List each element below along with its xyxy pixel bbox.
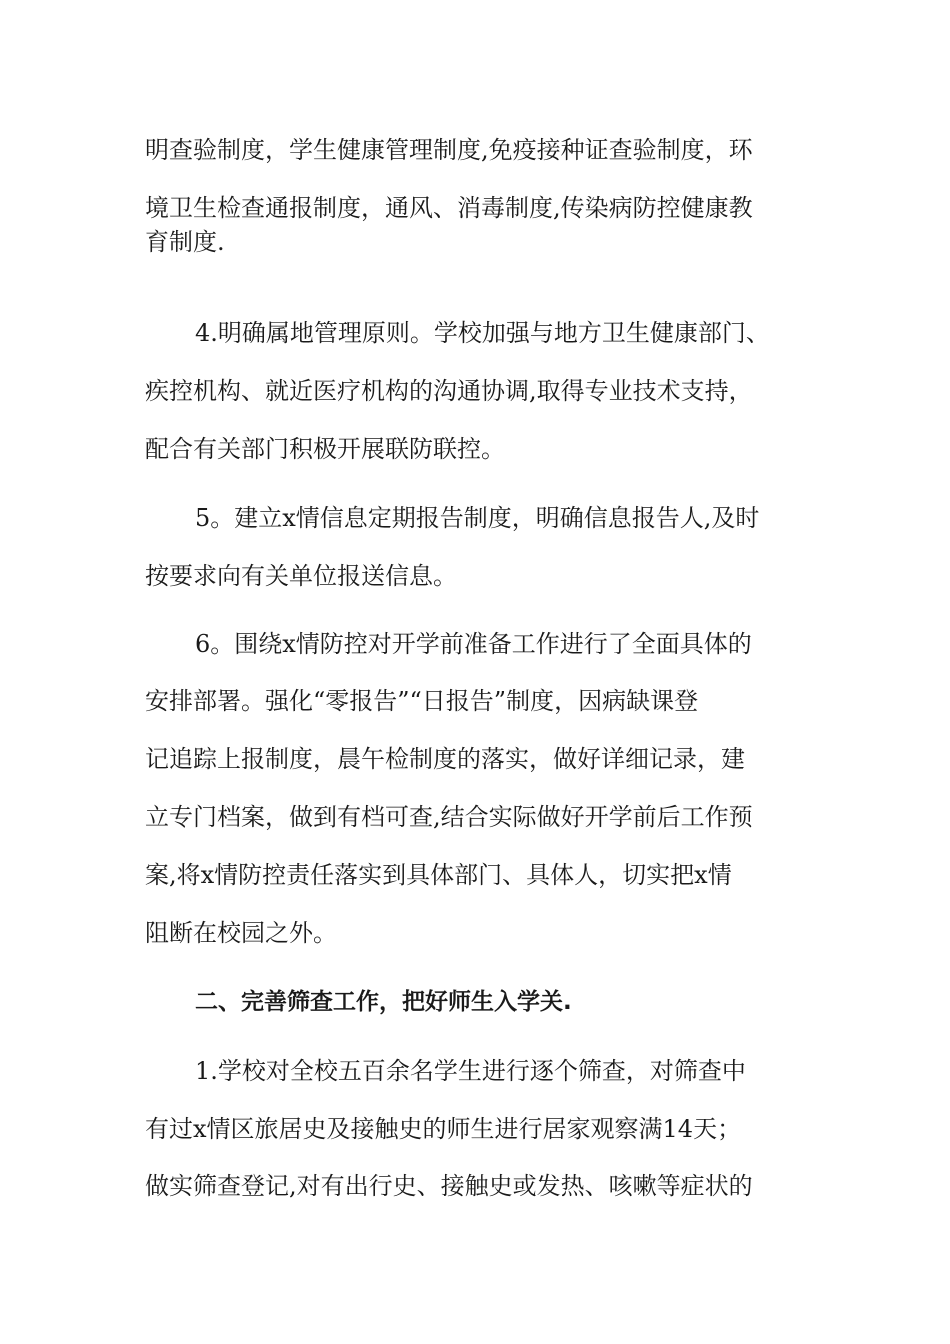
paragraph-5-line <box>0 498 950 538</box>
section-heading <box>0 982 950 1022</box>
heading-text: 二、完善筛查工作，把好师生入学关. <box>195 989 572 1015</box>
text-span: 做实筛查登记,对有出行史、接触史或发热、咳嗽等症状的 <box>145 1172 753 1200</box>
paragraph-4-line <box>0 429 950 469</box>
text-span: 记追踪上报制度，晨午检制度的落实，做好详细记录，建 <box>145 745 745 773</box>
paragraph-4-line <box>0 371 950 411</box>
paragraph-6-line <box>0 681 950 721</box>
text-span: 阻断在校园之外。 <box>145 919 337 947</box>
text-span: 配合有关部门积极开展联防联控。 <box>145 435 505 463</box>
text-span: 育制度. <box>145 228 225 256</box>
text-span: 5。建立x情信息定期报告制度，明确信息报告人,及时 <box>195 504 760 532</box>
text-span: 6。围绕x情防控对开学前准备工作进行了全面具体的 <box>195 630 752 658</box>
paragraph-4-line <box>0 313 950 353</box>
text-span: 案,将x情防控责任落实到具体部门、具体人，切实把x情 <box>145 861 732 889</box>
paragraph-6-line <box>0 739 950 779</box>
section-1-line <box>0 1166 950 1206</box>
text-span: 1.学校对全校五百余名学生进行逐个筛查，对筛查中 <box>195 1057 746 1085</box>
paragraph-6-line <box>0 855 950 895</box>
paragraph-6-line <box>0 624 950 664</box>
body-text-line <box>0 222 950 262</box>
text-span: 有过x情区旅居史及接触史的师生进行居家观察满14天； <box>145 1115 742 1143</box>
paragraph-6-line <box>0 797 950 837</box>
text-span: 安排部署。强化“零报告”“日报告”制度，因病缺课登 <box>145 687 699 715</box>
paragraph-6-line <box>0 913 950 953</box>
text-span: 境卫生检查通报制度，通风、消毒制度,传染病防控健康教 <box>145 194 753 222</box>
text-span: 立专门档案，做到有档可查,结合实际做好开学前后工作预 <box>145 803 753 831</box>
text-span: 4.明确属地管理原则。学校加强与地方卫生健康部门、 <box>195 319 770 347</box>
section-1-line <box>0 1051 950 1091</box>
text-span: 明查验制度，学生健康管理制度,免疫接种证查验制度，环 <box>145 136 753 164</box>
text-span: 按要求向有关单位报送信息。 <box>145 562 457 590</box>
text-span: 疾控机构、就近医疗机构的沟通协调,取得专业技术支持， <box>145 377 753 405</box>
section-1-line <box>0 1109 950 1149</box>
paragraph-5-line <box>0 556 950 596</box>
body-text-line <box>0 130 950 170</box>
